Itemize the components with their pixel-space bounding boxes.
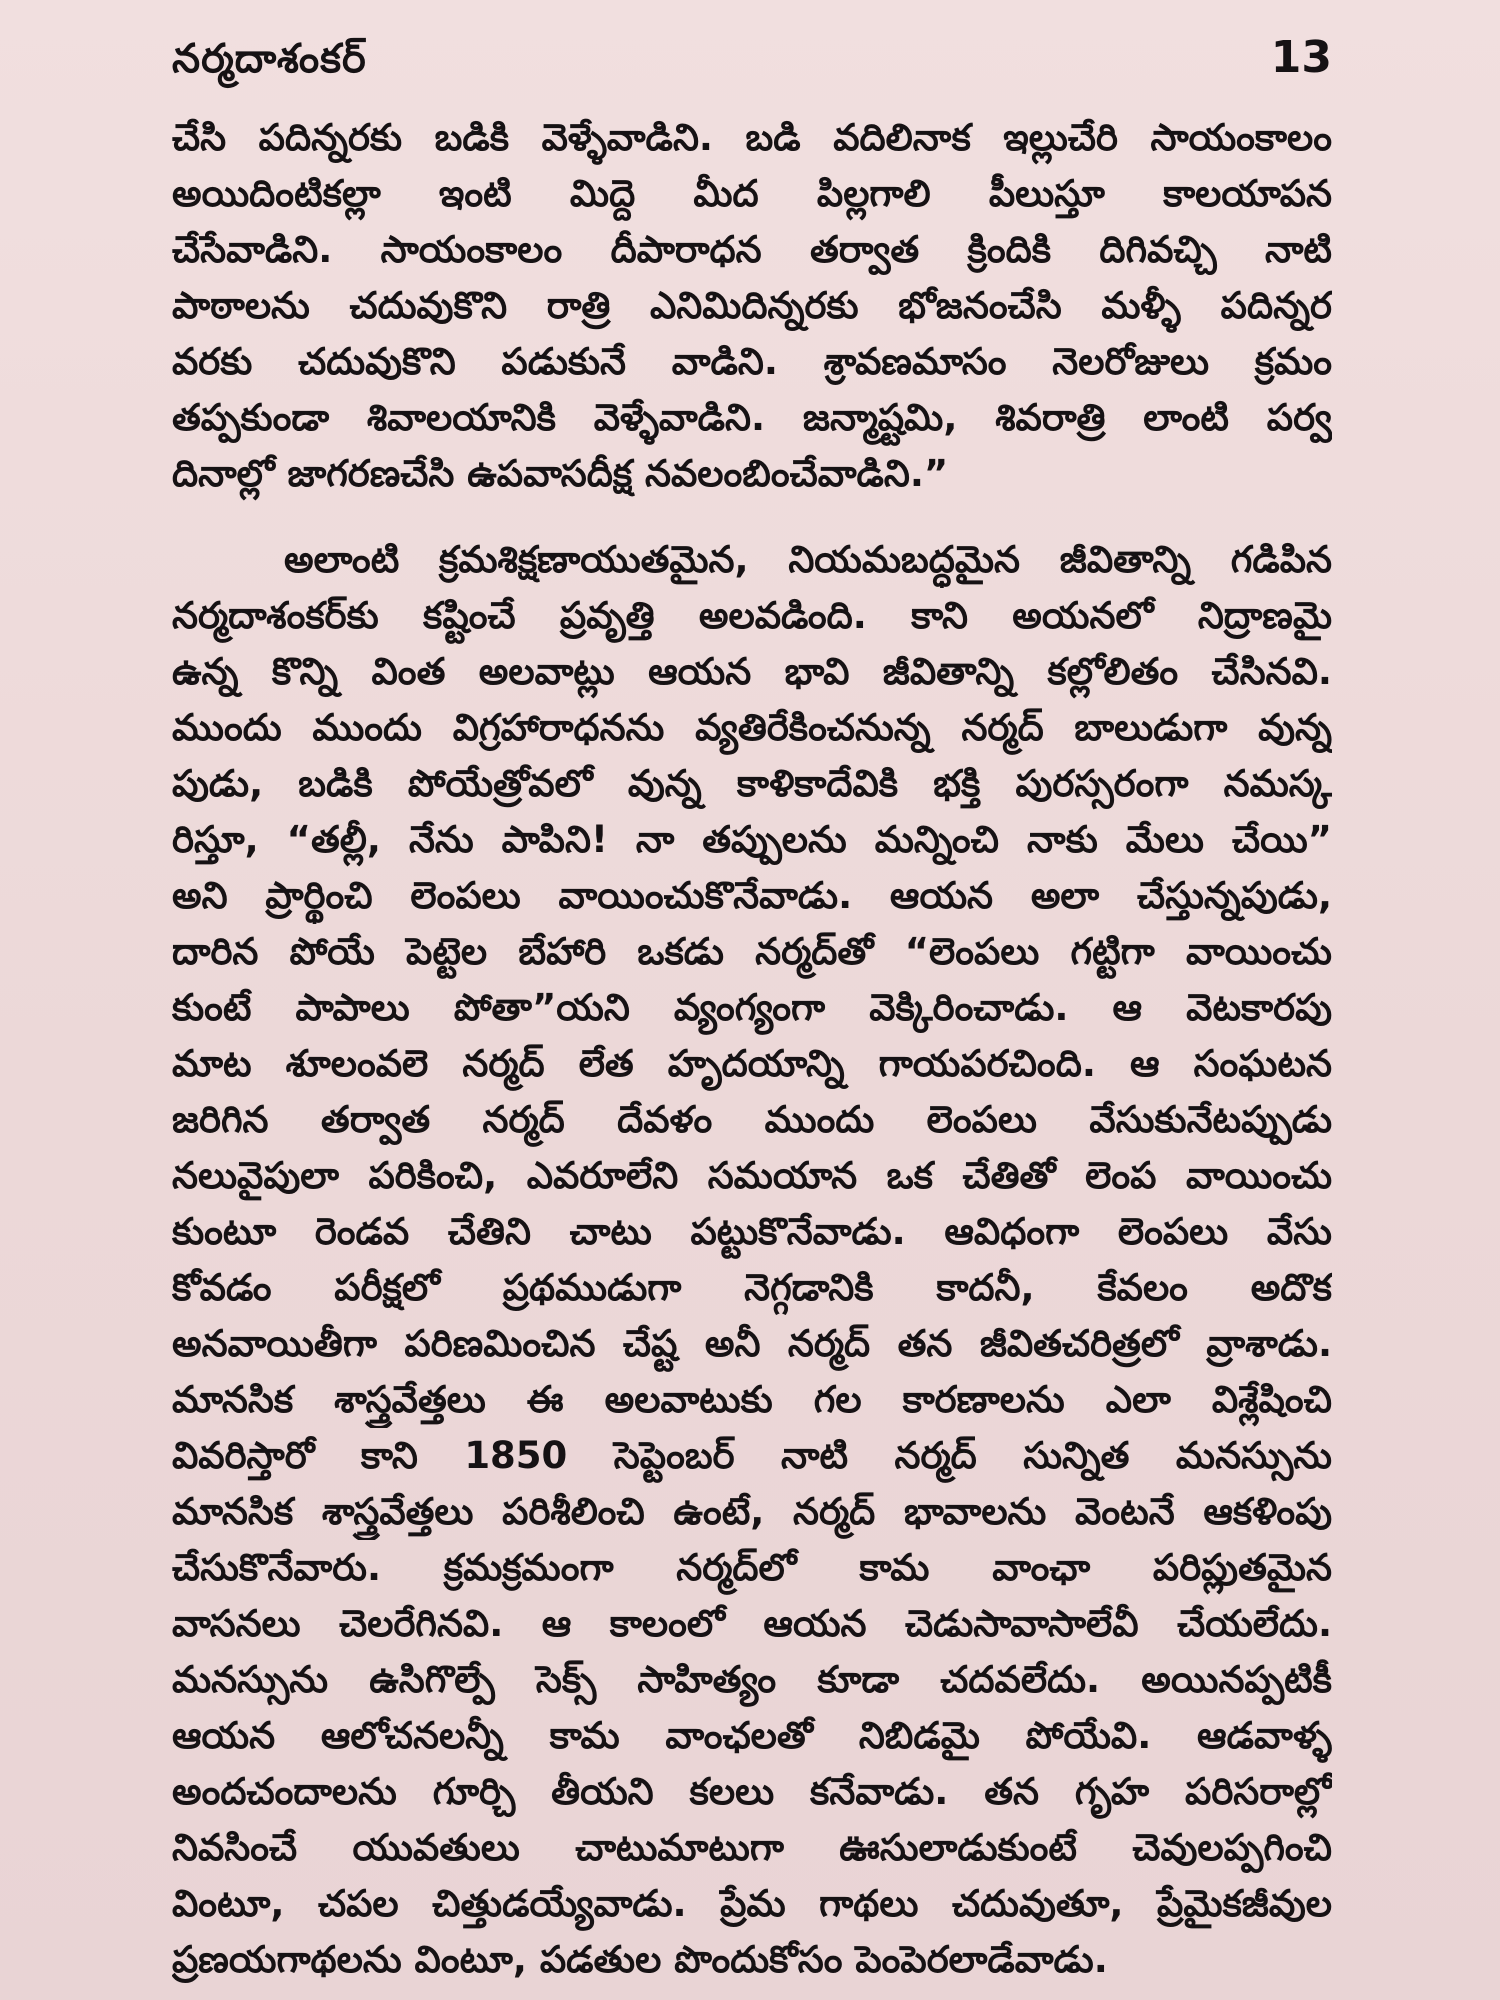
running-head-title: నర్మదాశంకర్ [172,36,367,82]
text-line: నివసించే యువతులు చాటుమాటుగా ఊసులాడుకుంటే చెవులప్పగించి [172,1826,1332,1869]
text-line: మానసిక శాస్త్రవేత్తలు ఈ అలవాటుకు గల కారణాలను ఎలా విశ్లేషించి [172,1378,1332,1421]
paragraph-gap [172,502,1332,532]
text-line: చేసి పదిన్నరకు బడికి వెళ్ళేవాడిని. బడి వదిలినాక ఇల్లుచేరి సాయంకాలం [172,116,1332,159]
text-line: ఉన్న కొన్ని వింత అలవాట్లు ఆయన భావి జీవితాన్ని కల్లోలితం చేసినవి. [172,650,1332,693]
text-line: ప్రణయగాథలను వింటూ, పడతుల పొందుకోసం పెంపెరలాడేవాడు. [172,1938,1108,1981]
text-line: ముందు ముందు విగ్రహారాధనను వ్యతిరేకించనున్న నర్మద్ బాలుడుగా వున్న [172,706,1332,749]
text-line: అలాంటి క్రమశిక్షణాయుతమైన, నియమబద్ధమైన జీవితాన్ని గడిపిన [284,538,1332,581]
text-line: జరిగిన తర్వాత నర్మద్ దేవళం ముందు లెంపలు వేసుకునేటప్పుడు [172,1098,1332,1141]
text-line: నర్మదాశంకర్‌కు కష్టించే ప్రవృత్తి అలవడింది. కాని అయనలో నిద్రాణమై [172,594,1332,637]
text-line: పుడు, బడికి పోయేత్రోవలో వున్న కాళికాదేవికి భక్తి పురస్సరంగా నమస్క [172,762,1332,805]
text-line: అనవాయితీగా పరిణమించిన చేష్ట అనీ నర్మద్ తన జీవితచరిత్రలో వ్రాశాడు. [172,1322,1332,1365]
text-line: అందచందాలను గూర్చి తీయని కలలు కనేవాడు. తన గృహ పరిసరాల్లో [172,1770,1332,1813]
text-line: వరకు చదువుకొని పడుకునే వాడిని. శ్రావణమాసం నెలరోజులు క్రమం [172,340,1332,383]
text-line: దినాల్లో జాగరణచేసి ఉపవాసదీక్ష నవలంబించేవాడిని.” [172,452,949,495]
text-line: మాట శూలంవలె నర్మద్ లేత హృదయాన్ని గాయపరచింది. ఆ సంఘటన [172,1042,1332,1085]
text-line: మానసిక శాస్త్రవేత్తలు పరిశీలించి ఉంటే, నర్మద్ భావాలను వెంటనే ఆకళింపు [172,1490,1332,1533]
text-line: మనస్సును ఉసిగొల్పే సెక్స్ సాహిత్యం కూడా చదవలేదు. అయినప్పటికీ [172,1658,1332,1701]
text-line: కుంటే పాపాలు పోతా”యని వ్యంగ్యంగా వెక్కిరించాడు. ఆ వెటకారపు [172,986,1332,1029]
text-line: వింటూ, చపల చిత్తుడయ్యేవాడు. ప్రేమ గాథలు చదువుతూ, ప్రేమైకజీవుల [172,1882,1332,1925]
text-line: చేసుకొనేవారు. క్రమక్రమంగా నర్మద్‌లో కామ వాంఛా పరిప్లుతమైన [172,1546,1332,1589]
text-line: కుంటూ రెండవ చేతిని చాటు పట్టుకొనేవాడు. ఆవిధంగా లెంపలు వేసు [172,1210,1332,1253]
text-line: కోవడం పరీక్షలో ప్రథముడుగా నెగ్గడానికి కాదనీ, కేవలం అదొక [172,1266,1332,1309]
text-line: వాసనలు చెలరేగినవి. ఆ కాలంలో ఆయన చెడుసావాసాలేవీ చేయలేదు. [172,1602,1332,1645]
text-line: పాఠాలను చదువుకొని రాత్రి ఎనిమిదిన్నరకు భోజనంచేసి మళ్ళీ పదిన్నర [172,284,1332,327]
running-head [172,28,1332,88]
paragraph-1 [172,110,1332,502]
body-text [172,110,1332,1988]
text-line: అయిదింటికల్లా ఇంటి మిద్దె మీద పిల్లగాలి పీలుస్తూ కాలయాపన [172,172,1332,215]
text-line: దారిన పోయే పెట్టెల బేహారి ఒకడు నర్మద్‌తో “లెంపలు గట్టిగా వాయించు [172,930,1332,973]
text-line: చేసేవాడిని. సాయంకాలం దీపారాధన తర్వాత క్రిందికి దిగివచ్చి నాటి [172,228,1332,271]
text-line: తప్పకుండా శివాలయానికి వెళ్ళేవాడిని. జన్మాష్టమి, శివరాత్రి లాంటి పర్వ [172,396,1332,439]
text-line: ఆయన ఆలోచనలన్నీ కామ వాంఛలతో నిబిడమై పోయేవి. ఆడవాళ్ళ [172,1714,1332,1757]
paragraph-2 [172,532,1332,1988]
text-line: నలువైపులా పరికించి, ఎవరూలేని సమయాన ఒక చేతితో లెంప వాయించు [172,1154,1332,1197]
text-line: రిస్తూ, “తల్లీ, నేను పాపిని! నా తప్పులను మన్నించి నాకు మేలు చేయి” [172,818,1332,861]
page-number: 13 [1270,32,1332,83]
text-line: వివరిస్తారో కాని 1850 సెప్టెంబర్ నాటి నర్మద్ సున్నిత మనస్సును [172,1434,1332,1477]
text-line: అని ప్రార్థించి లెంపలు వాయించుకొనేవాడు. ఆయన అలా చేస్తున్నపుడు, [172,874,1332,917]
